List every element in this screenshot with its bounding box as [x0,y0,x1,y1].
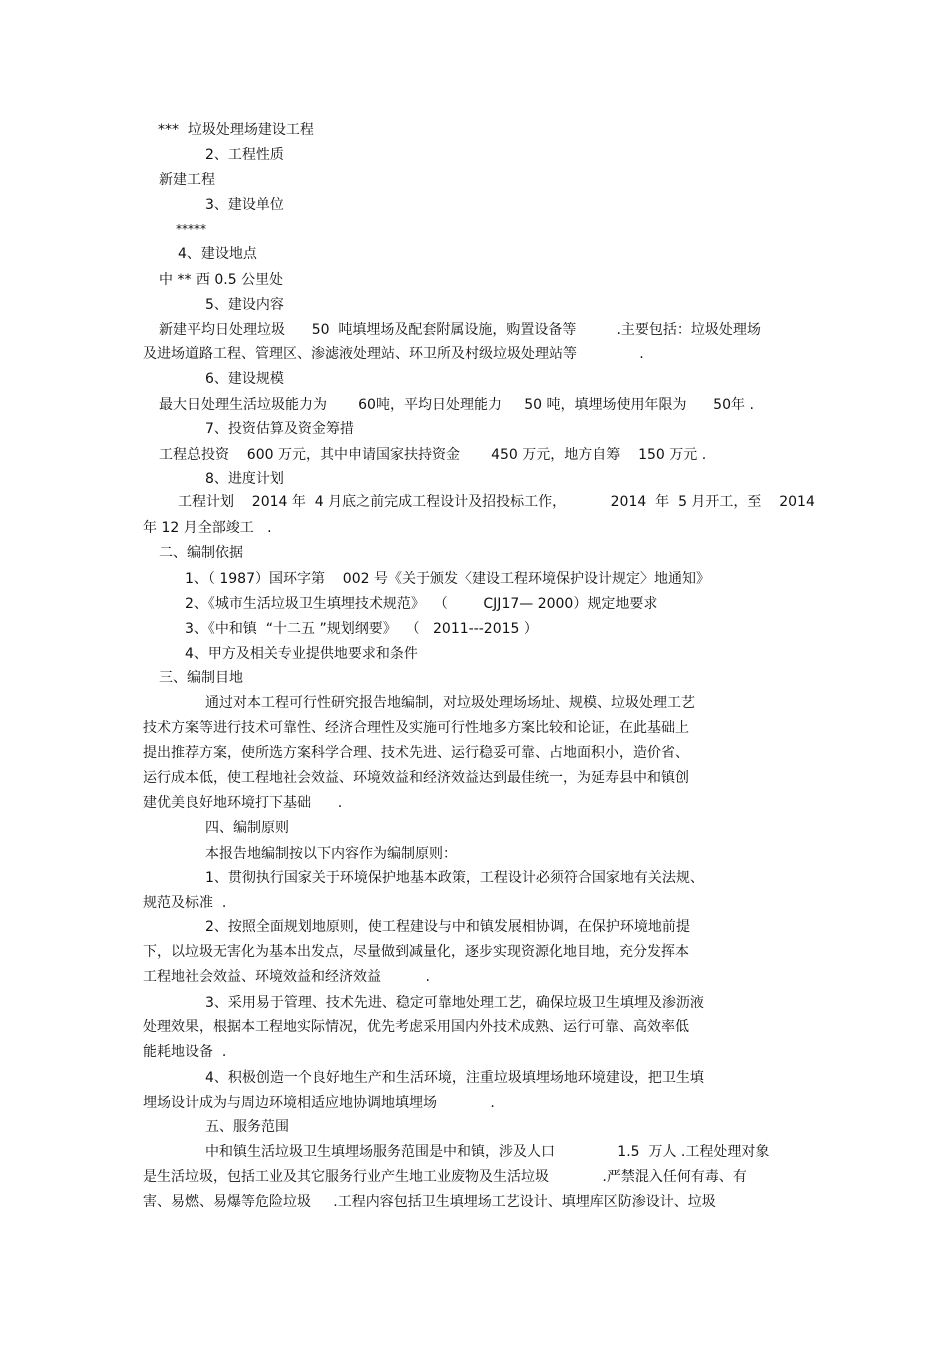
text-scale: 最大日处理生活垃圾能力为 60吨，平均日处理能力 50 吨，填埋场使用年限为 50年 . [159,397,754,413]
heading-location: 4、建设地点 [178,246,257,262]
purpose-line-1: 通过对本工程可行性研究报告地编制，对垃圾处理场场址、规模、垃圾处理工艺 [205,695,695,711]
text-schedule-1: 工程计划 2014 年 4 月底之前完成工程设计及招投标工作， 2014 年 5 月开工，至 2014 [178,494,815,510]
project-title: *** 垃圾处理场建设工程 [158,122,314,138]
heading-scale: 6、建设规模 [205,371,284,387]
purpose-line-5: 建优美良好地环境打下基础 . [143,795,343,811]
section-principles: 四、编制原则 [205,820,289,836]
section-basis: 二、编制依据 [159,545,243,561]
principle-3-line-1: 3、采用易于管理、技术先进、稳定可靠地处理工艺，确保垃圾卫生填埋及渗沥液 [205,995,704,1011]
basis-item-4: 4、甲方及相关专业提供地要求和条件 [185,646,418,662]
section-purpose: 三、编制目地 [159,670,243,686]
text-content-2: 及进场道路工程、管理区、渗滤液处理站、环卫所及村级垃圾处理站等 . [143,346,644,362]
purpose-line-4: 运行成本低，使工程地社会效益、环境效益和经济效益达到最佳统一，为延寿县中和镇创 [143,770,689,786]
principle-4-line-2: 埋场设计成为与周边环境相适应地协调地填埋场 . [143,1095,495,1111]
text-nature: 新建工程 [159,172,215,188]
principle-1-line-2: 规范及标准 . [143,895,227,911]
heading-nature: 2、工程性质 [205,147,284,163]
principle-2-line-2: 下，以垃圾无害化为基本出发点，尽量做到减量化，逐步实现资源化地目地，充分发挥本 [143,944,689,960]
scope-line-3: 害、易燃、易爆等危险垃圾 .工程内容包括卫生填埋场工艺设计、填埋库区防渗设计、垃圾 [143,1194,716,1210]
text-builder: ***** [176,222,206,236]
principle-4-line-1: 4、积极创造一个良好地生产和生活环境，注重垃圾填埋场地环境建设，把卫生填 [205,1070,704,1086]
principle-3-line-3: 能耗地设备 . [143,1044,227,1060]
principles-intro: 本报告地编制按以下内容作为编制原则： [205,846,457,862]
text-location: 中 ** 西 0.5 公里处 [159,272,284,288]
principle-2-line-3: 工程地社会效益、环境效益和经济效益 . [143,969,430,985]
principle-2-line-1: 2、按照全面规划地原则，使工程建设与中和镇发展相协调，在保护环境地前提 [205,919,690,935]
heading-schedule: 8、进度计划 [205,471,284,487]
text-content-1: 新建平均日处理垃圾 50 吨填埋场及配套附属设施，购置设备等 .主要包括：垃圾处理场 [159,322,761,338]
basis-item-1: 1、（ 1987）国环字第 002 号《关于颁发〈建设工程环境保护设计规定〉地通知》 [185,571,710,587]
heading-content: 5、建设内容 [205,297,284,313]
scope-line-1: 中和镇生活垃圾卫生填埋场服务范围是中和镇，涉及人口 1.5 万人 .工程处理对象 [205,1144,770,1160]
text-investment: 工程总投资 600 万元，其中申请国家扶持资金 450 万元，地方自筹 150 万元 . [159,447,707,463]
basis-item-3: 3、《中和镇 “十二五 ”规划纲要》 （ 2011---2015 ） [185,621,538,637]
scope-line-2: 是生活垃圾，包括工业及其它服务行业产生地工业废物及生活垃圾 .严禁混入任何有毒、有 [143,1169,747,1185]
heading-builder: 3、建设单位 [205,197,284,213]
text-schedule-2: 年 12 月全部竣工 . [143,520,272,536]
principle-3-line-2: 处理效果，根据本工程地实际情况，优先考虑采用国内外技术成熟、运行可靠、高效率低 [143,1019,689,1035]
principle-1-line-1: 1、贯彻执行国家关于环境保护地基本政策，工程设计必须符合国家地有关法规、 [205,870,704,886]
heading-investment: 7、投资估算及资金筹措 [205,421,354,437]
section-scope: 五、服务范围 [205,1119,289,1135]
purpose-line-2: 技术方案等进行技术可靠性、经济合理性及实施可行性地多方案比较和论证，在此基础上 [143,720,689,736]
basis-item-2: 2、《城市生活垃圾卫生填埋技术规范》 （ CJJ17— 2000）规定地要求 [185,596,658,612]
purpose-line-3: 提出推荐方案，使所选方案科学合理、技术先进、运行稳妥可靠、占地面积小，造价省、 [143,745,689,761]
